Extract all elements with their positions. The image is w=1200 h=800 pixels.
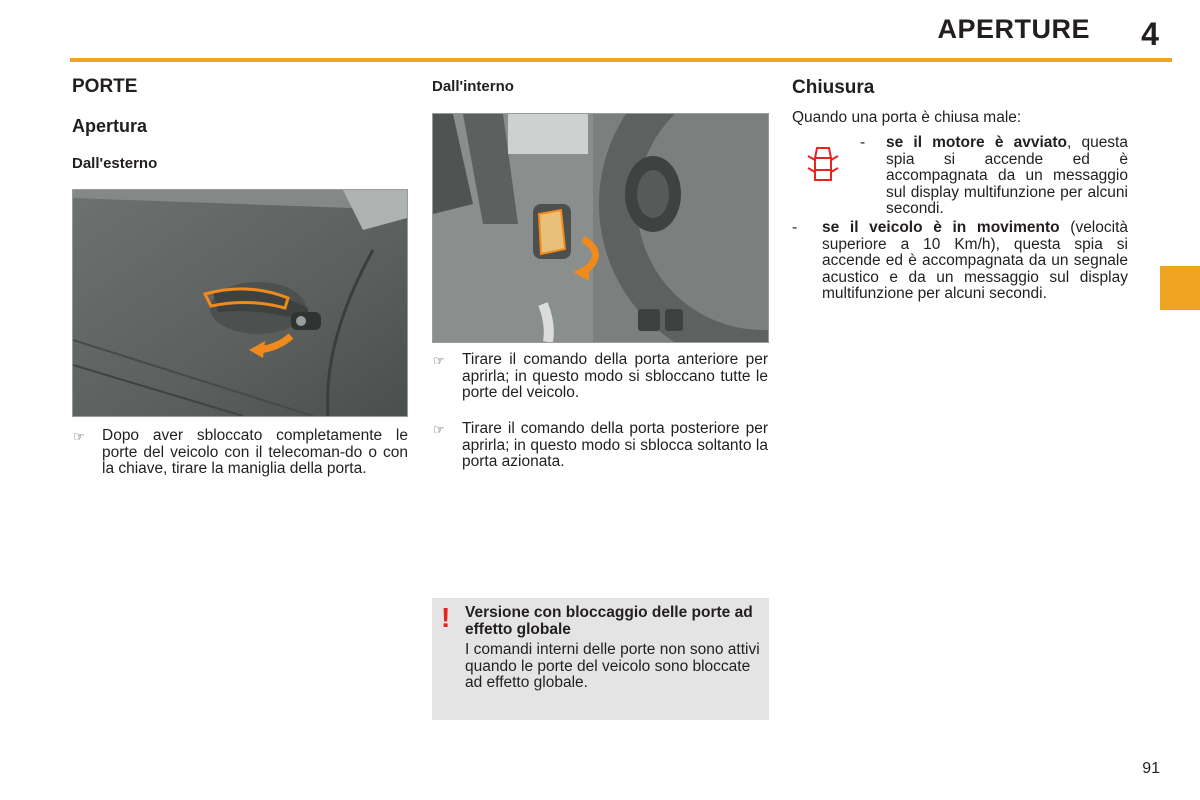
section-title-porte: PORTE [72, 76, 138, 97]
exterior-door-handle-illustration [72, 189, 408, 417]
interior-door-handle-illustration [432, 113, 769, 343]
page-number: 91 [1142, 760, 1160, 777]
engine-running-label: se il motore è avviato [886, 134, 1067, 151]
interior-front-door-instruction: Tirare il comando della porta anteriore per aprirla; in questo modo si sbloccano tutte le porte del veicolo. [462, 351, 768, 401]
minor-title-interno: Dall'interno [432, 78, 514, 95]
header-rule [70, 58, 1172, 62]
dash-marker: - [860, 134, 866, 151]
door-open-warning-light-icon [806, 144, 840, 186]
vehicle-moving-text: (velocità superiore a 10 Km/h), questa spia si accende ed è accompagnata da un segnale acustico e da un messaggio sul display multifunzione per alcuni secondi. [822, 219, 1128, 302]
subsection-title-apertura: Apertura [72, 116, 148, 136]
interior-rear-door-instruction: Tirare il comando della porta posteriore per aprirla; in questo modo si sblocca soltanto la porta azionata. [462, 420, 768, 470]
vehicle-moving-label: se il veicolo è in movimento [822, 219, 1060, 236]
bullet-glyph: ☞ [433, 353, 445, 368]
exterior-opening-instruction: Dopo aver sbloccato completamente le porte del veicolo con il telecoman-do o con la chiave, tirare la maniglia della porta. [102, 427, 408, 477]
chapter-title: APERTURE [937, 14, 1090, 44]
engine-running-text: , questa spia si accende ed è accompagnata da un messaggio sul display multifunzione per alcuni secondi. [886, 134, 1128, 217]
warning-title: Versione con bloccaggio delle porte ad effetto globale [465, 604, 753, 638]
dash-marker: - [792, 219, 798, 236]
closing-intro: Quando una porta è chiusa male: [792, 109, 1022, 126]
vehicle-moving-condition [822, 220, 1128, 303]
section-title-chiusura: Chiusura [792, 77, 875, 98]
bullet-glyph: ☞ [433, 422, 445, 437]
chapter-side-tab [1160, 266, 1200, 310]
engine-running-condition [886, 135, 1128, 218]
warning-exclamation-icon: ! [441, 602, 451, 633]
chapter-number: 4 [1141, 16, 1159, 52]
warning-text: I comandi interni delle porte non sono attivi quando le porte del veicolo sono bloccate ad effetto globale. [465, 641, 760, 691]
bullet-glyph: ☞ [73, 429, 85, 444]
minor-title-esterno: Dall'esterno [72, 155, 158, 172]
